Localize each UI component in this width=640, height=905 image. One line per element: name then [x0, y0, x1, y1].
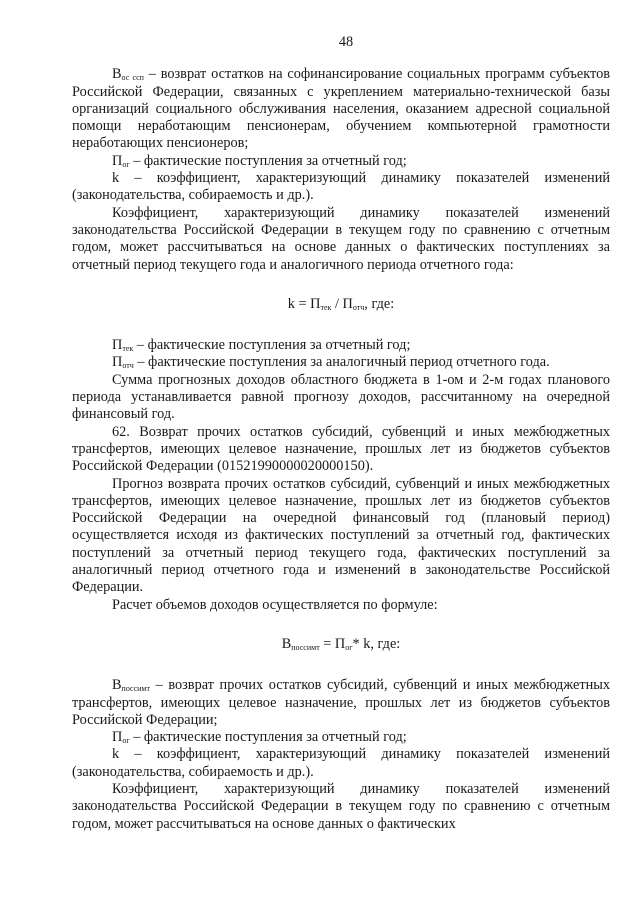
section-62-heading: 62. Возврат прочих остатков субсидий, субвенций и иных межбюджетных трансфертов, имеющих целевое назначение, прошлых лет из бюджетов субъектов Российской Федерации (01521990000020000150).: [72, 423, 610, 475]
symbol-v: В: [112, 677, 122, 694]
symbol-p: П: [112, 337, 123, 354]
symbol-subscript: ог: [122, 736, 130, 746]
forecast-paragraph: Прогноз возврата прочих остатков субсидий, субвенций и иных межбюджетных трансфертов, имеющих целевое назначение, прошлых лет из бюджетов субъектов Российской Федерации на очередной финансовый год (плановый период) осуществляется исходя из фактических поступлений за отчетный год, фактических поступлений за отчетный период текущего года, фактических поступлений за аналогичный период отчетного года и изменений в законодательстве Российской Федерации.: [72, 475, 610, 596]
definition-text: – фактические поступления за аналогичный период отчетного года.: [137, 354, 550, 371]
formula-part: , где:: [364, 295, 395, 312]
formula-part: / П: [331, 295, 353, 312]
definition-p-otch: [72, 354, 610, 371]
formula-part: k = П: [287, 295, 321, 312]
symbol-p: П: [112, 152, 123, 169]
definition-v-possimt: [72, 677, 610, 729]
formula-k: [72, 296, 610, 313]
definition-p-og: [72, 153, 610, 170]
coefficient-paragraph-2: Коэффициент, характеризующий динамику показателей изменений законодательства Российской Федерации в текущем году по сравнению с отчетным годом, может рассчитываться на основе данных о фактических: [72, 780, 610, 832]
definition-text: – фактические поступления за отчетный год;: [136, 337, 411, 354]
definition-p-og-2: [72, 729, 610, 746]
definition-text: – возврат прочих остатков субсидий, субвенций и иных межбюджетных трансфертов, имеющих целевое назначение, прошлых лет из бюджетов субъектов Российской Федерации;: [72, 677, 610, 728]
formula-subscript: отч: [352, 302, 365, 312]
formula-subscript: ог: [345, 642, 353, 652]
symbol-p: П: [112, 354, 123, 371]
symbol-subscript: тек: [122, 344, 134, 354]
page-number: 48: [338, 34, 354, 50]
definition-text: – фактические поступления за отчетный год;: [133, 729, 407, 746]
definition-k: k – коэффициент, характеризующий динамику показателей изменений (законодательства, собираемость и др.).: [72, 170, 610, 204]
symbol-subscript: ос ссп: [121, 73, 144, 83]
planning-paragraph: Сумма прогнозных доходов областного бюджета в 1-ом и 2-м годах планового периода устанавливается равной прогнозу доходов, рассчитанному на очередной финансовый год.: [72, 371, 610, 423]
symbol-p: П: [112, 729, 123, 746]
formula-subscript: поссимт: [291, 642, 320, 652]
formula-subscript: тек: [320, 302, 332, 312]
symbol-subscript: поссимт: [121, 684, 150, 694]
definition-p-tek: [72, 337, 610, 354]
definition-text: – фактические поступления за отчетный год;: [133, 152, 407, 169]
formula-v-possimt: [72, 636, 610, 653]
definition-v-os-ssp: [72, 66, 610, 152]
definition-text: – возврат остатков на софинансирование социальных программ субъектов Российской Федерации, связанных с укреплением материально-технической базы организаций социального обслуживания населения, оказанием адресной социальной помощи неработающим пенсионерам, обучением компьютерной грамотности неработающих пенсионеров;: [72, 66, 610, 152]
formula-part: В: [281, 635, 292, 652]
symbol-subscript: отч: [122, 361, 134, 371]
calc-intro: Расчет объемов доходов осуществляется по формуле:: [112, 596, 438, 613]
formula-part: * k, где:: [352, 635, 401, 652]
coefficient-paragraph: Коэффициент, характеризующий динамику показателей изменений законодательства Российской Федерации в текущем году по сравнению с отчетным годом, может рассчитываться на основе данных о фактических поступлениях за отчетный период текущего года и аналогичного периода отчетного года:: [72, 204, 610, 273]
symbol-v: В: [112, 66, 122, 83]
definition-k-2: k – коэффициент, характеризующий динамику показателей изменений (законодательства, собираемость и др.).: [72, 746, 610, 780]
formula-part: = П: [319, 635, 346, 652]
symbol-subscript: ог: [122, 159, 130, 169]
